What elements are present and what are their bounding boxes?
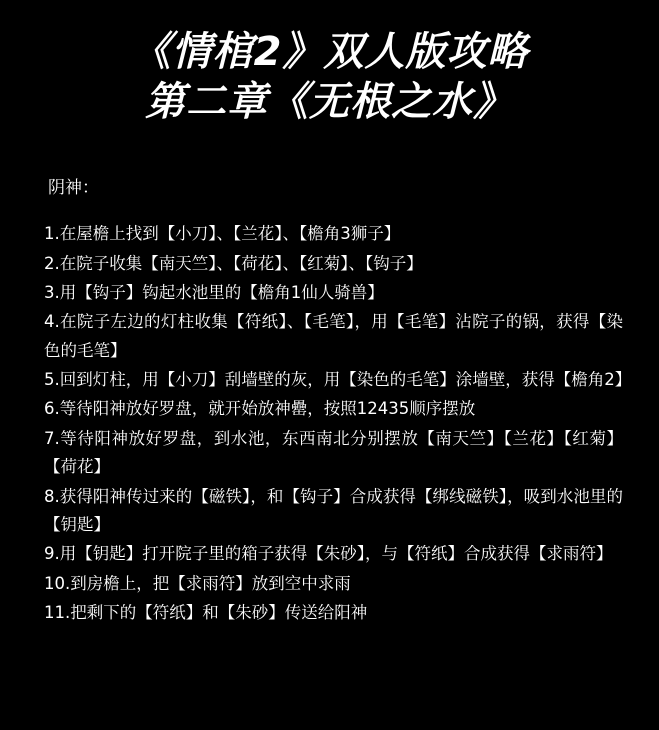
title-line-1: 《情棺2》双人版攻略 (130, 29, 529, 75)
list-item: 11.把剩下的【符纸】和【朱砂】传送给阳神 (44, 603, 368, 623)
steps-list (44, 220, 632, 627)
list-item: 10.到房檐上，把【求雨符】放到空中求雨 (44, 573, 351, 593)
list-item: 2.在院子收集【南天竺】、【荷花】、【红菊】、【钩子】 (44, 253, 423, 273)
title-line-2: 第二章《无根之水》 (145, 78, 514, 125)
list-item: 6.等待阳神放好罗盘，就开始放神罍，按照12435顺序摆放 (44, 399, 476, 419)
section-label: 阴神： (48, 178, 99, 199)
list-item: 9.用【钥匙】打开院子里的箱子获得【朱砂】，与【符纸】合成获得【求雨符】 (44, 544, 613, 564)
page-title (0, 0, 659, 127)
list-item: 1.在屋檐上找到【小刀】、【兰花】、【檐角3狮子】 (44, 224, 401, 244)
list-item: 8.获得阳神传过来的【磁铁】，和【钩子】合成获得【绑线磁铁】，吸到水池里的【钥匙】 (44, 486, 623, 534)
list-item: 3.用【钩子】钩起水池里的【檐角1仙人骑兽】 (44, 282, 384, 302)
list-item: 5.回到灯柱，用【小刀】刮墙壁的灰，用【染色的毛笔】涂墙壁，获得【檐角2】 (44, 370, 632, 390)
list-item: 4.在院子左边的灯柱收集【符纸】、【毛笔】，用【毛笔】沾院子的锅，获得【染色的毛笔】 (44, 312, 623, 360)
list-item: 7.等待阳神放好罗盘，到水池，东西南北分别摆放【南天竺】【兰花】【红菊】【荷花】 (44, 428, 623, 477)
